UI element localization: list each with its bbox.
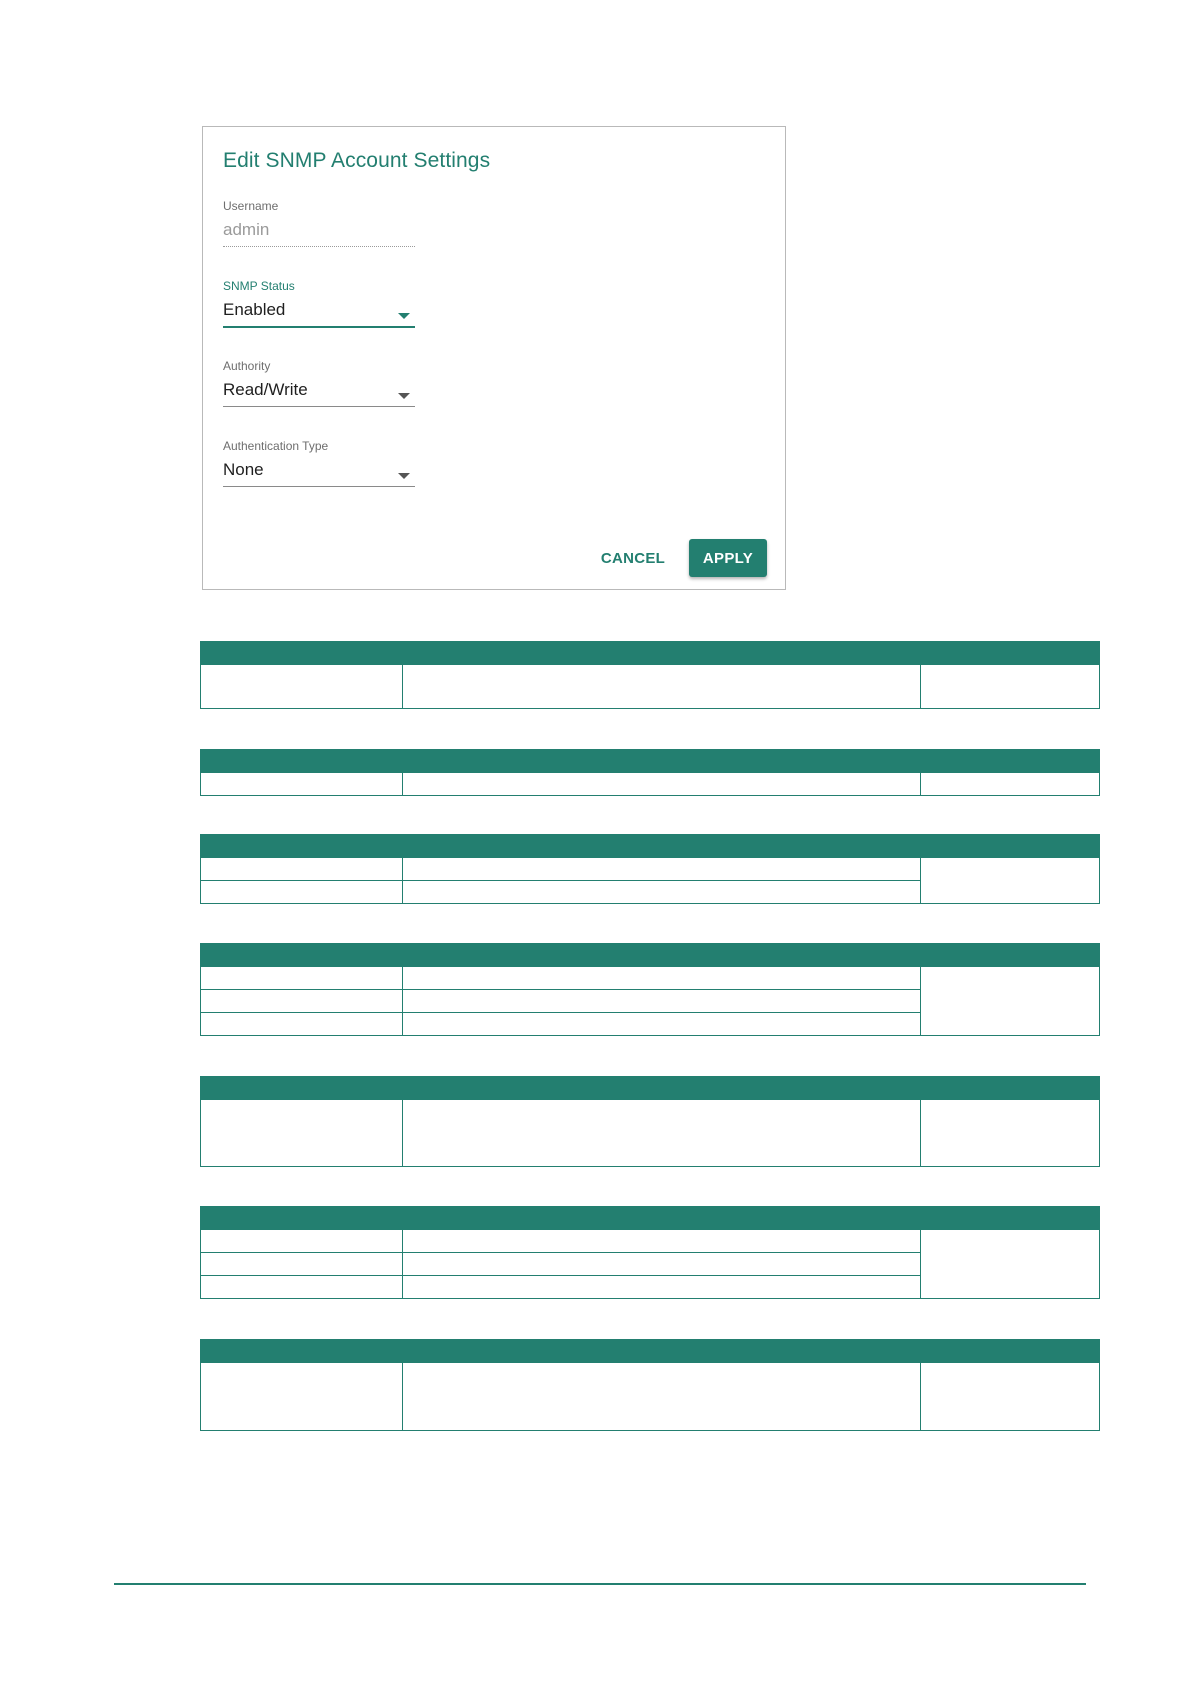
table-header-row <box>201 1077 1100 1100</box>
dialog-title: Edit SNMP Account Settings <box>223 149 491 172</box>
header-cell <box>201 1077 403 1100</box>
table-cell <box>201 967 403 990</box>
header-cell <box>921 1340 1100 1363</box>
table-cell <box>403 1013 921 1036</box>
table-cell <box>201 1253 403 1276</box>
table-4 <box>200 943 1100 1036</box>
table-cell <box>403 1363 921 1431</box>
chevron-down-icon <box>398 473 410 479</box>
header-cell <box>201 642 403 665</box>
header-cell <box>201 835 403 858</box>
table-cell <box>921 665 1100 709</box>
header-cell <box>921 750 1100 773</box>
table-row <box>201 1100 1100 1167</box>
username-label: Username <box>223 199 279 213</box>
edit-snmp-account-dialog <box>202 126 786 590</box>
snmp-status-select[interactable] <box>223 300 415 328</box>
table-5 <box>200 1076 1100 1167</box>
header-cell <box>921 1207 1100 1230</box>
table-cell <box>201 1230 403 1253</box>
header-cell <box>201 750 403 773</box>
table-row <box>201 1363 1100 1431</box>
table-header-row <box>201 1340 1100 1363</box>
header-cell <box>403 642 921 665</box>
header-cell <box>403 835 921 858</box>
header-cell <box>921 1077 1100 1100</box>
snmp-status-field <box>223 279 415 328</box>
authority-label: Authority <box>223 359 271 373</box>
chevron-down-icon <box>398 313 410 319</box>
table-1 <box>200 641 1100 709</box>
table-header-row <box>201 944 1100 967</box>
authority-select[interactable] <box>223 380 415 407</box>
table-cell <box>201 665 403 709</box>
table-cell <box>201 881 403 904</box>
table-row <box>201 665 1100 709</box>
snmp-status-label: SNMP Status <box>223 279 295 293</box>
table-cell <box>403 881 921 904</box>
table-row <box>201 967 1100 990</box>
table-cell-merged <box>921 858 1100 904</box>
table-cell <box>201 1363 403 1431</box>
table-cell <box>403 773 921 796</box>
username-input: admin <box>223 220 415 247</box>
authority-value: Read/Write <box>223 380 415 407</box>
table-6 <box>200 1206 1100 1299</box>
header-cell <box>921 835 1100 858</box>
table-cell <box>201 990 403 1013</box>
header-cell <box>403 1207 921 1230</box>
username-field <box>223 199 415 247</box>
table-row <box>201 773 1100 796</box>
table-row <box>201 858 1100 881</box>
table-cell <box>403 1100 921 1167</box>
table-7 <box>200 1339 1100 1431</box>
table-cell <box>201 1100 403 1167</box>
header-cell <box>201 944 403 967</box>
table-cell <box>403 1253 921 1276</box>
table-cell <box>201 1276 403 1299</box>
footer-divider <box>114 1583 1086 1585</box>
header-cell <box>403 944 921 967</box>
table-row <box>201 1230 1100 1253</box>
table-cell <box>403 858 921 881</box>
chevron-down-icon <box>398 393 410 399</box>
table-cell <box>921 1363 1100 1431</box>
authentication-type-field <box>223 439 415 487</box>
header-cell <box>403 1077 921 1100</box>
authentication-type-select[interactable] <box>223 460 415 487</box>
snmp-status-value: Enabled <box>223 300 415 328</box>
header-cell <box>921 944 1100 967</box>
table-cell <box>403 1276 921 1299</box>
table-cell <box>403 1230 921 1253</box>
table-header-row <box>201 750 1100 773</box>
header-cell <box>403 1340 921 1363</box>
cancel-button[interactable]: CANCEL <box>593 539 673 577</box>
table-cell <box>201 1013 403 1036</box>
table-cell <box>921 773 1100 796</box>
table-cell <box>201 773 403 796</box>
table-cell <box>403 967 921 990</box>
table-header-row <box>201 642 1100 665</box>
authentication-type-label: Authentication Type <box>223 439 329 453</box>
table-cell-merged <box>921 967 1100 1036</box>
table-cell-merged <box>921 1230 1100 1299</box>
table-2 <box>200 749 1100 796</box>
header-cell <box>921 642 1100 665</box>
table-3 <box>200 834 1100 904</box>
authority-field <box>223 359 415 407</box>
table-header-row <box>201 1207 1100 1230</box>
apply-button[interactable]: APPLY <box>689 539 767 577</box>
table-header-row <box>201 835 1100 858</box>
table-cell <box>403 990 921 1013</box>
header-cell <box>201 1207 403 1230</box>
table-cell <box>921 1100 1100 1167</box>
table-cell <box>201 858 403 881</box>
authentication-type-value: None <box>223 460 415 487</box>
header-cell <box>201 1340 403 1363</box>
header-cell <box>403 750 921 773</box>
table-cell <box>403 665 921 709</box>
